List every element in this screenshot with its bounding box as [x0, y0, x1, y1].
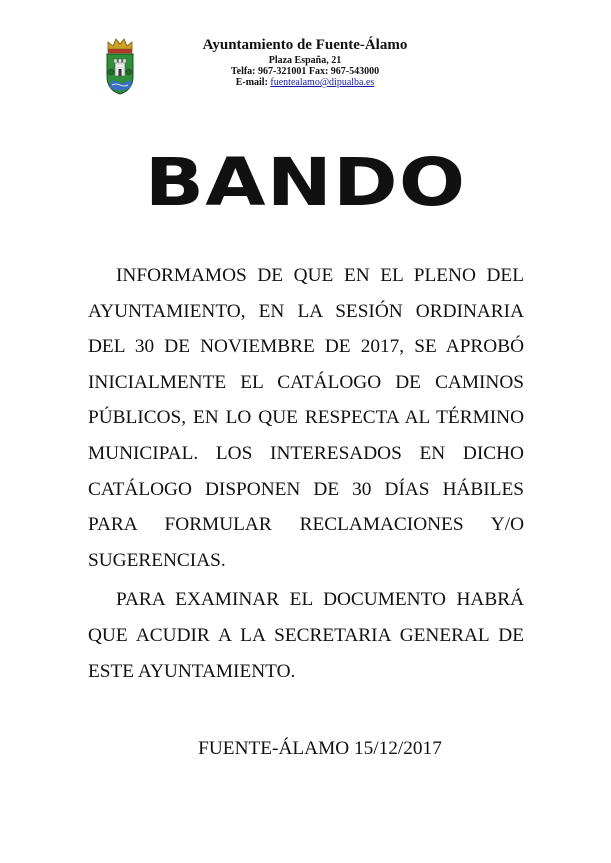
email-link[interactable]: fuentealamo@dipualba.es: [270, 77, 375, 88]
document-body: [88, 258, 524, 689]
place-date-signature: FUENTE-ÁLAMO 15/12/2017: [198, 738, 442, 759]
body-paragraph-1: INFORMAMOS DE QUE EN EL PLENO DEL AYUNTAMIENTO, EN LA SESIÓN ORDINARIA DEL 30 DE NOVIEMBRE DE 2017, SE APROBÓ INICIALMENTE EL CATÁLOGO DE CAMINOS PÚBLICOS, EN LO QUE RESPECTA AL TÉRMINO MUNICIPAL. LOS INTERESADOS EN DICHO CATÁLOGO DISPONEN DE 30 DÍAS HÁBILES PARA FORMULAR RECLAMACIONES Y/O SUGERENCIAS.: [88, 265, 524, 571]
organization-name: Ayuntamiento de Fuente-Álamo: [202, 37, 408, 53]
body-paragraph-2: PARA EXAMINAR EL DOCUMENTO HABRÁ QUE ACUDIR A LA SECRETARIA GENERAL DE ESTE AYUNTAMIENTO.: [88, 589, 524, 682]
email-line: [140, 78, 470, 88]
letterhead: [140, 38, 470, 89]
document-title: BANDO: [144, 144, 467, 221]
coat-of-arms-icon: [104, 36, 136, 96]
address-line: Plaza España, 21: [268, 55, 342, 66]
phone-fax-line: Telfa: 967-321001 Fax: 967-543000: [230, 66, 380, 77]
email-label: E-mail:: [235, 77, 268, 88]
